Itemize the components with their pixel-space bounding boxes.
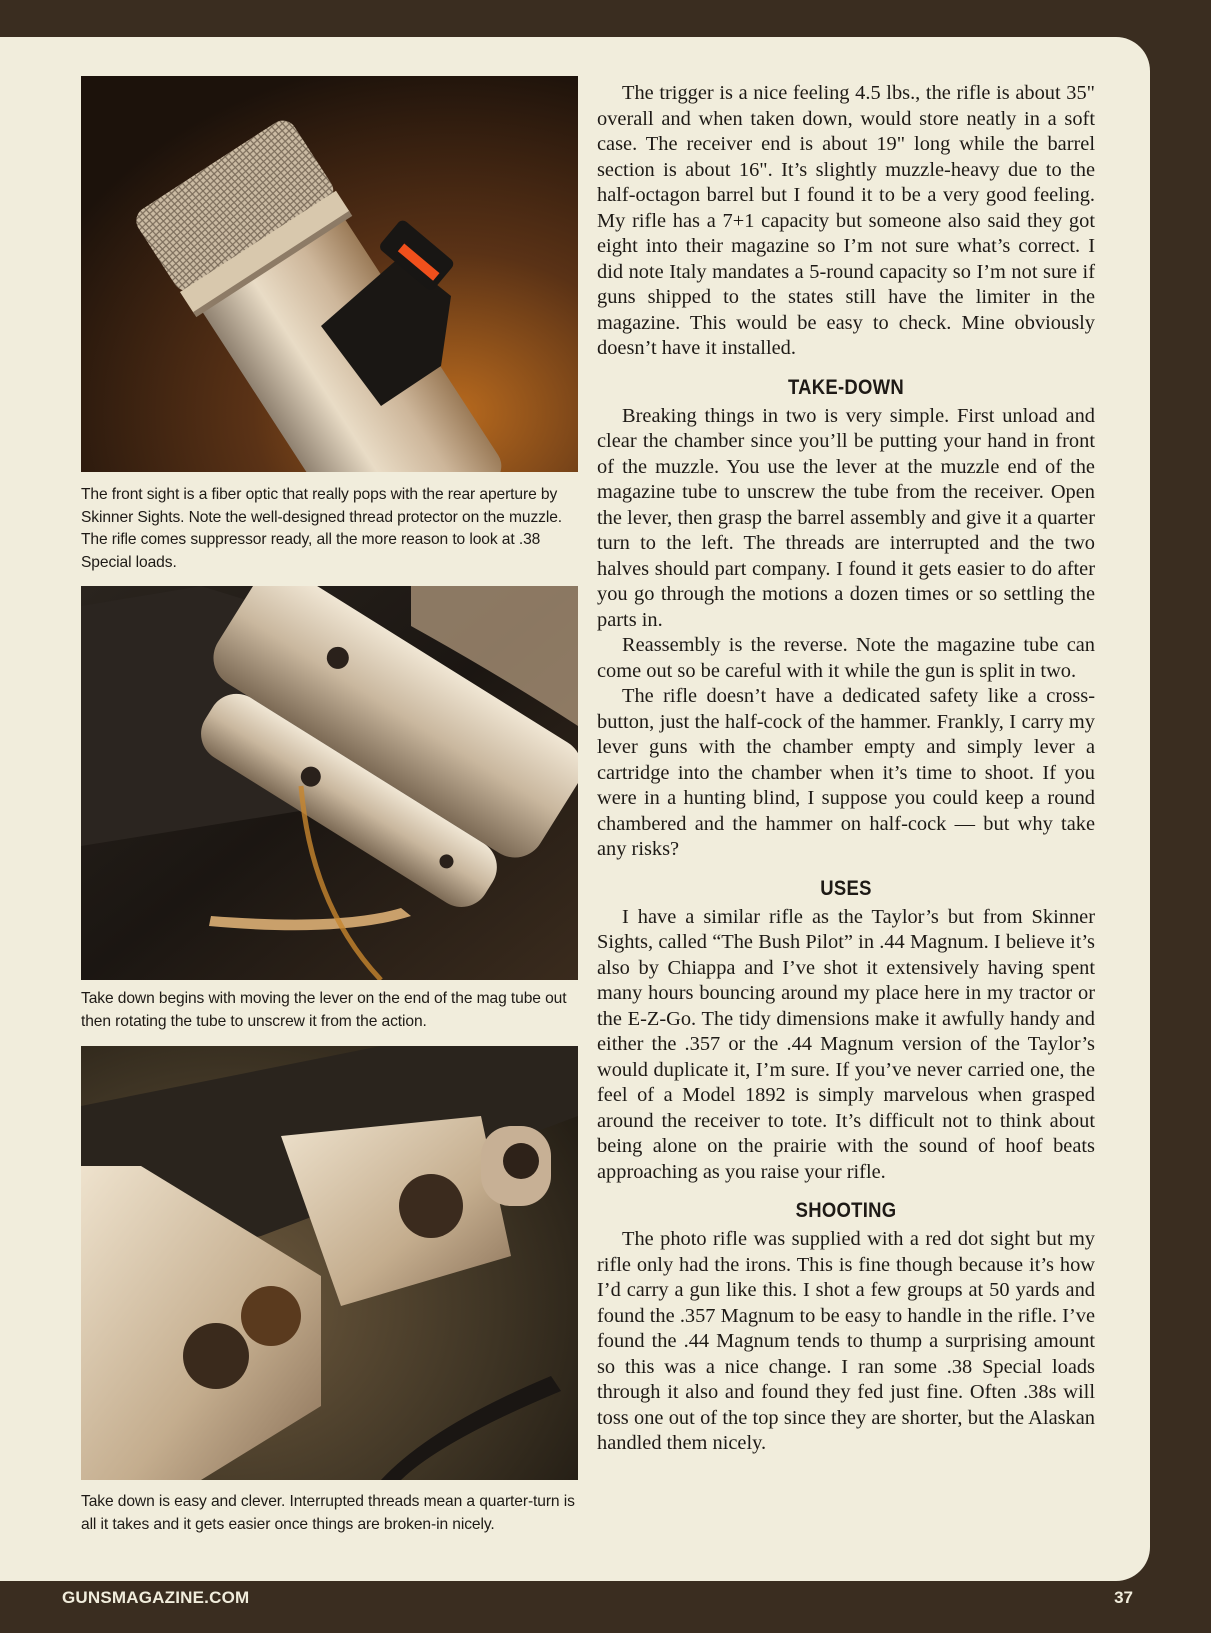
section-heading-take-down: TAKE-DOWN <box>788 375 904 399</box>
section-heading-shooting: SHOOTING <box>795 1199 897 1222</box>
uses-paragraph: I have a similar rifle as the Taylor’s but from Skinner Sights, called “The Bush Pilot” in .44 Magnum. I believe it’s also by Chiappa and I’ve shot it extensively having spent many hours bouncing around my place here in my tractor or the E-Z-Go. The tidy dimensions make it awfully handy and either the .357 or the .44 Magnum version of the Taylor’s would duplicate it, I’m sure. If you’ve never carried one, the feel of a Model 1892 is simply marvelous when grasped around the receiver to tote. It’s difficult not to think about being alone on the prairie with the sound of hoof beats approaching as you raise your rifle. <box>597 905 1095 1183</box>
caption-front-sight: The front sight is a fiber optic that really pops with the rear aperture by Skinner Sights. Note the well-designed thread protector on the muzzle. The rifle comes suppressor ready, all the more reason to look at .38 Special loads. <box>81 486 563 571</box>
takedown-lever-image <box>81 586 578 980</box>
take-down-paragraph-3: The rifle doesn’t have a dedicated safety like a cross-button, just the half-cock of the hammer. Frankly, I carry my lever guns with the chamber empty and simply lever a cartridge into the chamber when it’s time to shoot. If you were in a hunting blind, I suppose you could keep a round chambered and the hammer on half-cock — but why take any risks? <box>597 685 1095 860</box>
take-down-paragraph-2: Reassembly is the reverse. Note the magazine tube can come out so be careful with it while the gun is split in two. <box>597 634 1095 682</box>
shooting-paragraph: The photo rifle was supplied with a red dot sight but my rifle only had the irons. This is fine though because it’s how I’d carry a gun like this. I shot a few groups at 50 yards and found the .357 Magnum to be easy to handle in the rifle. I’ve found the .44 Magnum tends to thump a surprising amount so this was a nice change. I ran some .38 Special loads through it also and found they fed just fine. Often .38s will toss one out of the top since they are shorter, but the Alaskan handled them nicely. <box>597 1228 1095 1454</box>
photo-front-sight <box>81 76 578 472</box>
footer-page-number: 37 <box>1114 1588 1133 1607</box>
footer-site-name[interactable]: GUNSMAGAZINE.COM <box>62 1588 250 1607</box>
caption-takedown-lever: Take down begins with moving the lever on the end of the mag tube out then rotating the tube to unscrew it from the action. <box>81 990 567 1030</box>
article-body <box>597 81 1095 1457</box>
caption-interrupted-threads: Take down is easy and clever. Interrupted threads mean a quarter-turn is all it takes and it gets easier once things are broken-in nicely. <box>81 1493 575 1533</box>
section-heading-uses: USES <box>820 876 872 900</box>
front-sight-image <box>81 76 578 472</box>
photo-interrupted-threads <box>81 1046 578 1480</box>
interrupted-threads-image <box>81 1046 578 1480</box>
take-down-paragraph-1: Breaking things in two is very simple. First unload and clear the chamber since you’ll be putting your hand in front of the muzzle. You use the lever at the muzzle end of the magazine tube to unscrew the tube from the receiver. Open the lever, then grasp the barrel assembly and give it a quarter turn to the left. The threads are interrupted and the two halves should part company. I found it gets easier to do after you go through the motions a dozen times or so settling the parts in. <box>597 404 1095 631</box>
photo-takedown-lever <box>81 586 578 980</box>
intro-paragraph: The trigger is a nice feeling 4.5 lbs., the rifle is about 35" overall and when taken down, would store neatly in a soft case. The receiver end is about 19" long while the barrel section is about 16". It’s slightly muzzle-heavy due to the half-octagon barrel but I found it to be a very good feeling. My rifle has a 7+1 capacity but someone also said they got eight into their magazine so I’m not sure what’s correct. I did note Italy mandates a 5-round capacity so I’m not sure if guns shipped to the states still have the limiter in the magazine. This would be easy to check. Mine obviously doesn’t have it installed. <box>597 82 1095 359</box>
